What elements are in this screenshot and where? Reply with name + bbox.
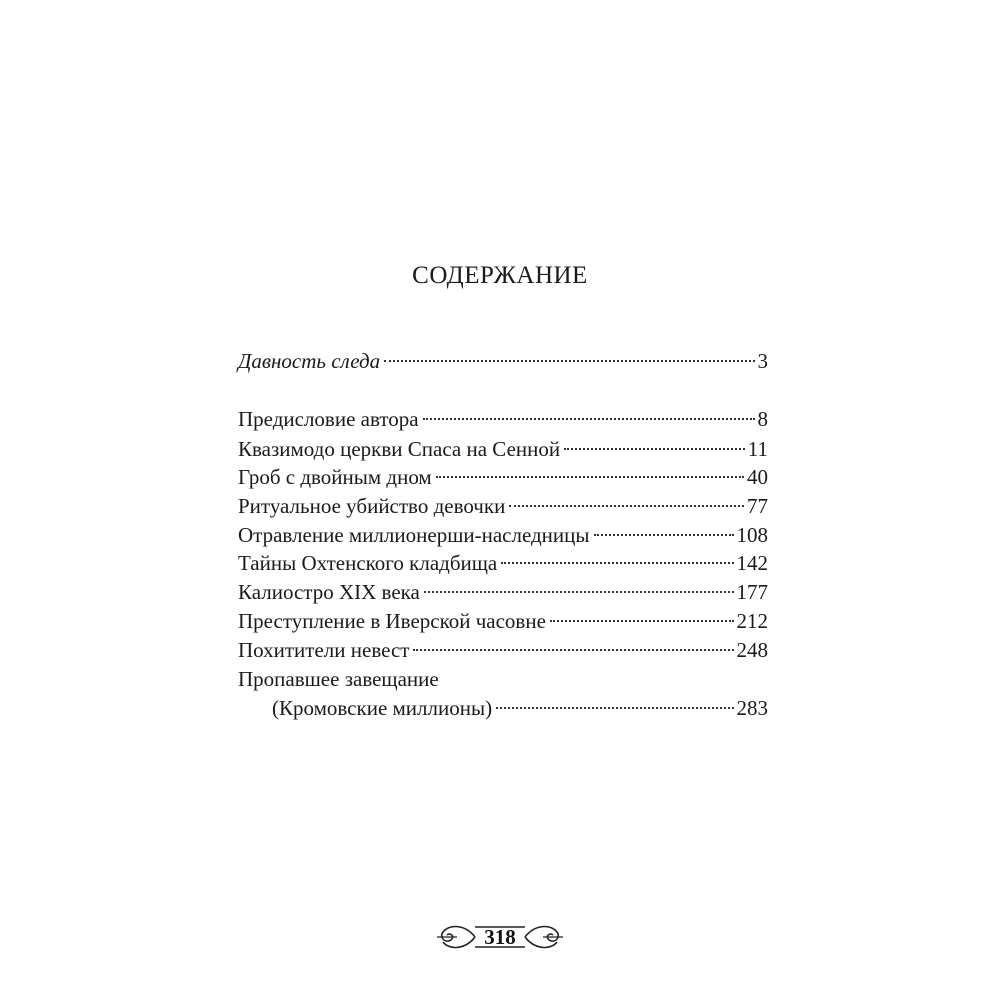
toc-entry-title: Похитители невест	[238, 638, 410, 662]
toc-entry-page: 212	[736, 609, 768, 633]
dot-leader	[550, 619, 734, 622]
contents-heading: СОДЕРЖАНИЕ	[412, 262, 588, 289]
toc-entry-page: 77	[747, 494, 768, 518]
toc-entry	[238, 346, 768, 376]
toc-entry-page: 3	[757, 349, 768, 373]
dot-leader	[436, 475, 744, 478]
page-number: 318	[484, 925, 516, 949]
dot-leader	[384, 359, 754, 362]
toc-entry-page: 40	[747, 465, 768, 489]
toc-entry-title: Ритуальное убийство девочки	[238, 494, 506, 518]
toc-entry-title-continuation: (Кромовские миллионы)	[272, 696, 493, 720]
toc-entry-title: Тайны Охтенского кладбища	[238, 551, 498, 575]
dot-leader	[424, 590, 734, 593]
toc-entry-title: Отравление миллионерши-наследницы	[238, 523, 590, 547]
toc-entry	[238, 606, 768, 636]
dot-leader	[501, 561, 733, 564]
toc-entry	[238, 491, 768, 521]
toc-entry-title: Калиостро XIX века	[238, 580, 420, 604]
toc-entry-page: 108	[736, 523, 768, 547]
toc-entry-title: Давность следа	[238, 349, 381, 373]
toc-entry-page: 177	[736, 580, 768, 604]
toc-entry-page: 248	[736, 638, 768, 662]
toc-entry	[238, 577, 768, 607]
toc-entry	[238, 635, 768, 665]
toc-entry-title: Предисловие автора	[238, 407, 419, 431]
toc-entry	[238, 404, 768, 434]
toc-entry-page: 142	[736, 551, 768, 575]
dot-leader	[509, 504, 744, 507]
toc-entry	[238, 520, 768, 550]
toc-entry-title: Преступление в Иверской часовне	[238, 609, 546, 633]
toc-entry-title: Гроб с двойным дном	[238, 465, 432, 489]
toc-entry-continuation	[238, 693, 768, 723]
toc-entry-page: 8	[757, 407, 768, 431]
toc-entry	[238, 548, 768, 578]
dot-leader	[496, 706, 733, 709]
dot-leader	[413, 648, 733, 651]
toc-entry-title: Пропавшее завещание	[238, 667, 439, 691]
dot-leader	[594, 533, 734, 536]
toc-entry-page: 11	[747, 437, 768, 461]
toc-entry	[238, 434, 768, 464]
toc-entry	[238, 462, 768, 492]
toc-entry-title: Квазимодо церкви Спаса на Сенной	[238, 437, 561, 461]
toc-entry	[238, 664, 768, 694]
toc-entry-page: 283	[736, 696, 768, 720]
dot-leader	[423, 417, 755, 420]
page-number-ornament	[435, 920, 565, 954]
dot-leader	[564, 447, 745, 450]
